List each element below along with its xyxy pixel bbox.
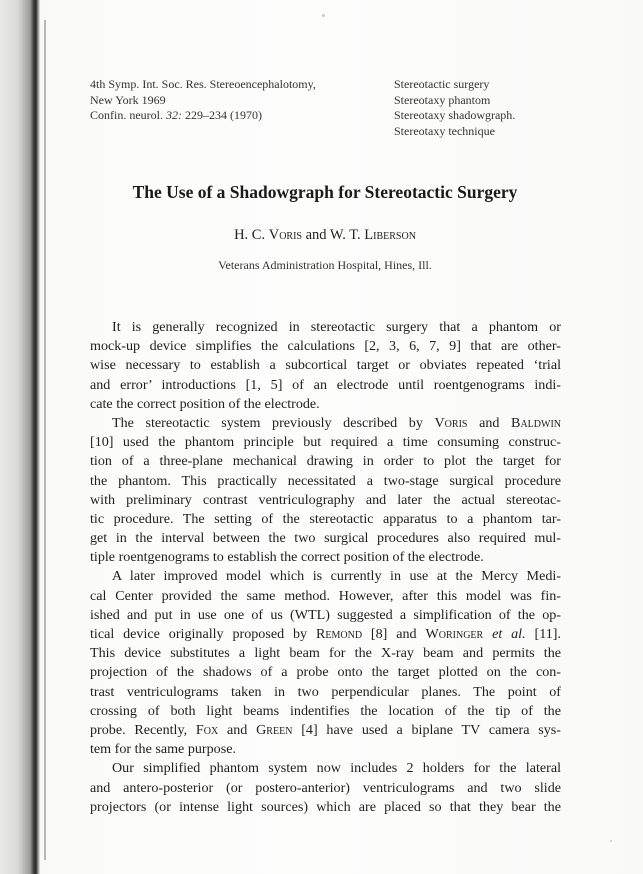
body-text-line: [90, 587, 561, 606]
keyword: Stereotaxy phantom: [394, 92, 491, 107]
body-text-line: [90, 625, 561, 644]
text-run: with preliminary contrast ventriculography and later the actual stereotac-: [90, 491, 561, 508]
text-run: tem for the same purpose.: [90, 741, 236, 758]
text-run: projectors (or intense light sources) which are placed so that they bear the: [90, 798, 561, 815]
body-text-line: [90, 472, 561, 491]
text-run: [8] and: [362, 626, 426, 642]
text-run: A later improved model which is currently in use at the Mercy Medi-: [112, 568, 561, 585]
citation-line-1: 4th Symp. Int. Soc. Res. Stereoencephalotomy,: [90, 77, 316, 91]
body-text-line: [90, 395, 561, 414]
body-text-line: [90, 491, 561, 510]
cited-author-name: Woringer: [425, 626, 484, 642]
scan-speck: [610, 840, 612, 842]
keyword: Stereotaxy shadowgraph.: [394, 108, 516, 122]
citation-line-3: [90, 108, 380, 124]
text-run: ished and put in use one of us (WTL) suggested a simplification of the op-: [90, 606, 561, 623]
body-text-line: [90, 683, 561, 702]
text-run: It is generally recognized in stereotactic surgery that a phantom or: [112, 319, 561, 335]
body-text-line: [90, 318, 561, 337]
text-run: and error’ introductions [1, 5] of an electrode until roentgenograms indi-: [90, 376, 561, 393]
body-text-line: [90, 702, 561, 721]
text-run: tiple roentgenograms to establish the correct position of the electrode.: [90, 549, 484, 566]
body-text-line: [90, 414, 561, 433]
cited-author-name: Remond: [315, 626, 363, 642]
scan-speck: [322, 14, 325, 17]
author-2-surname: Liberson: [364, 227, 416, 243]
text-run: get in the interval between the two surgical procedures also required mul-: [90, 530, 561, 547]
citation-block: [90, 77, 380, 124]
author-2-initials: W. T.: [329, 227, 365, 243]
body-text-line: [90, 759, 561, 778]
body-text-line: [90, 644, 561, 663]
citation-volume: 32:: [166, 108, 182, 122]
text-run: and: [218, 721, 257, 738]
citation-line-2: New York 1969: [90, 92, 166, 107]
article-body: [90, 318, 561, 817]
text-run: and: [467, 414, 512, 431]
book-spine-shadow: [0, 0, 40, 874]
body-text-line: [90, 433, 561, 452]
author-conjunction: and: [301, 227, 330, 243]
author-1-surname: Voris: [268, 227, 302, 243]
cited-author-name: Fox: [195, 721, 219, 738]
text-run: cate the correct position of the electrode.: [90, 395, 320, 412]
text-run: [10] used the phantom principle but required a time consuming construc-: [90, 434, 561, 451]
text-run: The stereotactic system previously described by: [112, 414, 435, 431]
body-text-line: [90, 529, 561, 548]
keywords-block: [394, 77, 564, 139]
body-text-line: [90, 721, 561, 740]
author-affiliation: Veterans Administration Hospital, Hines, Ill.: [218, 258, 432, 272]
article-title: The Use of a Shadowgraph for Stereotactic Surgery: [132, 182, 518, 202]
text-run: cal Center provided the same method. However, after this model was fin-: [90, 587, 561, 604]
keyword: Stereotactic surgery: [394, 77, 490, 91]
text-run: projection of the shadows of a probe onto the target plotted on the con-: [90, 664, 561, 681]
citation-prefix: Confin. neurol.: [90, 108, 166, 122]
text-run: [4] have used a biplane TV camera sys-: [292, 721, 561, 738]
text-run: mock-up device simplifies the calculations [2, 3, 6, 7, 9] that are other-: [90, 338, 561, 355]
text-run: Our simplified phantom system now includes 2 holders for the lateral: [112, 760, 561, 777]
text-run: [11].: [525, 626, 561, 642]
text-run: and antero-posterior (or postero-anterior) ventriculograms and two slide: [90, 779, 561, 796]
body-text-line: [90, 337, 561, 356]
body-text-line: [90, 740, 561, 759]
text-run: [483, 626, 492, 642]
text-run: crossing of both light beams indentifies the location of the tip of the: [90, 702, 561, 719]
text-run: tic procedure. The setting of the stereotactic apparatus to a phantom tar-: [90, 510, 561, 527]
body-text-line: [90, 798, 561, 817]
text-run: the phantom. This practically necessitated a two-stage surgical procedure: [90, 472, 561, 489]
keyword: Stereotaxy technique: [394, 123, 495, 138]
body-text-line: [90, 567, 561, 586]
binding-line: [44, 20, 46, 860]
text-run: wise necessary to establish a subcortical target or obviates repeated ‘trial: [90, 357, 561, 374]
cited-author-name: Voris: [434, 414, 468, 431]
author-1-initials: H. C.: [234, 227, 269, 243]
text-run: trast ventriculograms taken in two perpendicular planes. The point of: [90, 683, 561, 700]
body-text-line: [90, 548, 561, 567]
article-authors: [90, 227, 560, 244]
text-run: probe. Recently,: [90, 721, 196, 738]
text-run: This device substitutes a light beam for the X-ray beam and permits the: [90, 645, 561, 662]
citation-suffix: 229–234 (1970): [182, 108, 262, 122]
body-text-line: [90, 376, 561, 395]
cited-author-name: Green: [256, 721, 293, 738]
text-run: tion of a three-plane mechanical drawing in order to plot the target for: [90, 453, 561, 470]
text-run: tical device originally proposed by: [90, 626, 316, 642]
italic-text: et al.: [492, 626, 526, 642]
body-text-line: [90, 606, 561, 625]
body-text-line: [90, 356, 561, 375]
body-text-line: [90, 663, 561, 682]
body-text-line: [90, 452, 561, 471]
body-text-line: [90, 510, 561, 529]
cited-author-name: Baldwin: [511, 414, 561, 431]
body-text-line: [90, 779, 561, 798]
